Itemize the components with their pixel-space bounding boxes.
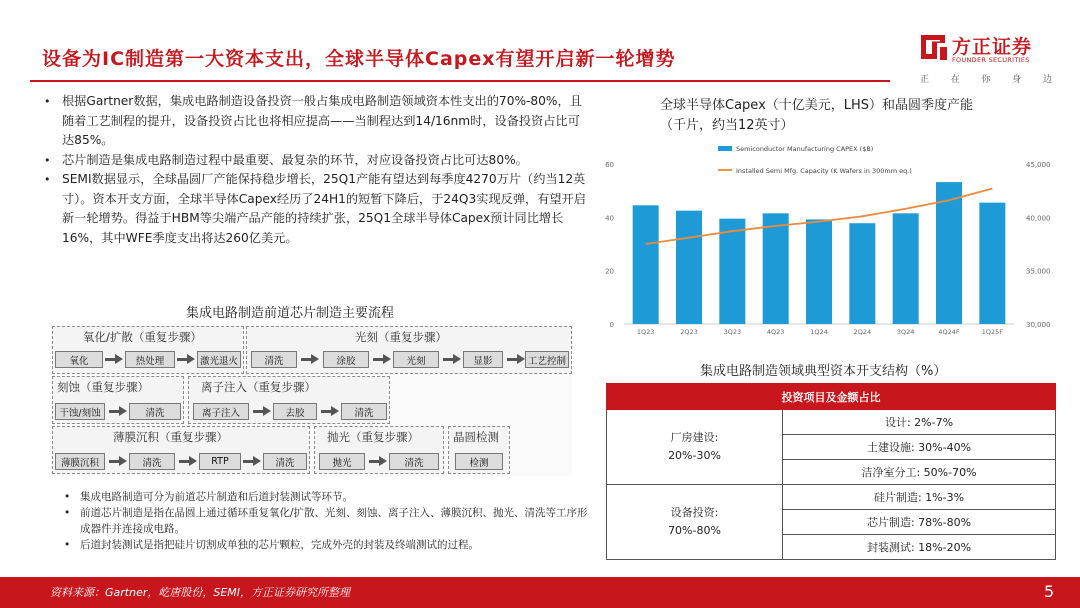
x-axis-tick: 3Q23 (723, 328, 742, 336)
group-label: 薄膜沉积（重复步骤） (113, 430, 228, 444)
step-deposition: 薄膜沉积 (55, 453, 105, 470)
step-clean: 清洗 (341, 403, 387, 420)
group-name: 设备投资: (670, 506, 719, 519)
process-diagram-title: 集成电路制造前道芯片制造主要流程 (186, 306, 395, 321)
table-cell: 洁净室分工: 50%-70% (783, 460, 1056, 485)
process-note: • 前道芯片制造是指在晶圆上通过循环重复氧化/扩散、光刻、刻蚀、离子注入、薄膜沉积、抛光、清洗等工序形成器件并连接成电路。 (80, 505, 590, 537)
capex-bar (676, 211, 702, 324)
flow-arrow-icon (301, 351, 319, 368)
logo-tagline-char: 边 (1042, 75, 1052, 85)
flow-arrow-icon (109, 403, 127, 420)
founder-logo-icon (918, 32, 948, 62)
flow-arrow-icon (443, 351, 461, 368)
x-axis-tick: 2Q24 (853, 328, 872, 336)
table-row (607, 485, 1056, 510)
step-clean: 清洗 (129, 453, 175, 470)
step-coat: 涂胶 (323, 351, 369, 368)
capex-bar (763, 213, 789, 324)
logo-tagline-char: 身 (1012, 75, 1022, 85)
logo-tagline-char: 正 (920, 75, 930, 85)
summary-bullet: • SEMI数据显示，全球晶圆厂产能保持稳步增长，25Q1产能有望达到每季度4270万片（约当12英寸）。资本开支方面，全球半导体Capex经历了24H1的短暂下降后，于24Q3实现反弹，有望开启新一轮增势。得益于HBM等尖端产品产能的持续扩张，25Q1全球半导体Capex预计同比增长16%，其中WFE季度支出将达260亿美元。 (62, 170, 588, 248)
logo-tagline-char: 你 (981, 75, 991, 85)
group-range: 70%-80% (668, 524, 721, 537)
x-axis-tick: 4Q23 (766, 328, 785, 336)
step-clean: 清洗 (129, 403, 181, 420)
group-oxidation-diffusion (52, 326, 244, 374)
process-notes (80, 489, 590, 553)
x-axis-tick: 1Q23 (636, 328, 655, 336)
group-ion-implant (188, 376, 390, 424)
group-wafer-inspection (448, 426, 510, 474)
group-label: 光刻（重复步骤） (355, 330, 447, 344)
step-clean: 清洗 (251, 351, 297, 368)
step-dry-etch: 干蚀/刻蚀 (55, 403, 105, 420)
logo-tagline (920, 72, 1052, 85)
table-cell: 硅片制造: 1%-3% (783, 485, 1056, 510)
right-axis-tick: 35,000 (1026, 267, 1051, 276)
group-name: 厂房建设: (670, 431, 719, 444)
group-label: 晶圆检测 (453, 430, 499, 444)
flow-arrow-icon (109, 453, 127, 470)
right-axis-tick: 45,000 (1026, 161, 1051, 169)
logo-name-cn: 方正证券 (952, 36, 1033, 58)
group-label: 刻蚀（重复步骤） (57, 380, 149, 394)
step-clean: 清洗 (263, 453, 307, 470)
left-axis-tick: 20 (605, 267, 614, 276)
left-axis-tick: 60 (605, 161, 614, 169)
capex-table-title: 集成电路制造领域典型资本开支结构（%） (700, 364, 947, 379)
table-cell: 设计: 2%-7% (783, 410, 1056, 435)
step-oxidation: 氧化 (55, 351, 103, 368)
flow-arrow-icon (243, 453, 261, 470)
group-cell-equipment (607, 485, 783, 560)
x-axis-tick: 3Q24 (896, 328, 915, 336)
capex-bar (893, 213, 919, 324)
step-ion-implant: 离子注入 (193, 403, 249, 420)
step-strip: 去胶 (273, 403, 317, 420)
legend-label-capacity: Installed Semi Mfg. Capacity (K Wafers in 300mm eq.) (736, 167, 912, 175)
group-polish (314, 426, 444, 474)
x-axis-tick: 1Q25F (981, 328, 1003, 336)
flow-arrow-icon (373, 351, 391, 368)
x-axis-tick: 4Q24F (938, 328, 960, 336)
logo-name-en: FOUNDER SECURITIES (952, 56, 1030, 64)
capex-structure-table (606, 383, 1056, 560)
group-label: 氧化/扩散（重复步骤） (83, 330, 202, 344)
step-inspection: 检测 (455, 453, 503, 470)
step-process-control: 工艺控制 (525, 351, 569, 368)
capex-bar (633, 205, 659, 324)
right-axis-tick: 40,000 (1026, 214, 1051, 223)
footer-source: 资料来源：Gartner，屹唐股份，SEMI，方正证券研究所整理 (50, 586, 351, 599)
group-cell-plant (607, 410, 783, 485)
flow-arrow-icon (507, 351, 525, 368)
step-laser-anneal: 激光退火 (197, 351, 241, 368)
group-range: 20%-30% (668, 449, 721, 462)
summary-bullet: • 根据Gartner数据，集成电路制造设备投资一般占集成电路制造领域资本性支出的70%-80%，且随着工艺制程的提升，设备投资占比也将相应提高——当制程达到14/16nm时，设备投资占比可达85%。 (62, 92, 588, 151)
capex-bar (936, 182, 962, 324)
left-axis-tick: 40 (605, 214, 614, 223)
flow-arrow-icon (177, 351, 195, 368)
step-develop: 显影 (463, 351, 503, 368)
x-axis-tick: 2Q23 (680, 328, 698, 336)
table-header-row (607, 384, 1056, 410)
logo-tagline-char: 在 (950, 75, 960, 85)
table-cell: 封装测试: 18%-20% (783, 535, 1056, 560)
step-heat-treatment: 热处理 (125, 351, 175, 368)
summary-bullets (62, 92, 588, 248)
flow-arrow-icon (179, 453, 197, 470)
table-cell: 芯片制造: 78%-80% (783, 510, 1056, 535)
capex-bar (719, 219, 745, 324)
x-axis-tick: 1Q24 (810, 328, 828, 336)
legend-label-capex: Semiconductor Manufacturing CAPEX ($B) (736, 145, 874, 153)
flow-arrow-icon (369, 453, 387, 470)
group-label: 抛光（重复步骤） (327, 430, 419, 444)
step-rtp: RTP (199, 453, 241, 470)
step-lithography: 光刻 (393, 351, 439, 368)
left-axis-tick: 0 (609, 321, 614, 329)
capex-capacity-chart (596, 140, 1056, 340)
table-row (607, 410, 1056, 435)
flow-arrow-icon (321, 403, 339, 420)
flow-arrow-icon (253, 403, 271, 420)
capex-bar (806, 219, 832, 324)
process-note: • 后道封装测试是指把硅片切割成单独的芯片颗粒，完成外壳的封装及终端测试的过程。 (80, 537, 590, 553)
table-cell: 土建设施: 30%-40% (783, 435, 1056, 460)
chart-title: 全球半导体Capex（十亿美元，LHS）和晶圆季度产能（千片，约当12英寸） (660, 98, 974, 133)
flow-arrow-icon (105, 351, 123, 368)
group-lithography (246, 326, 572, 374)
step-polish: 抛光 (319, 453, 365, 470)
table-header: 投资项目及金额占比 (607, 384, 1056, 410)
right-axis-tick: 30,000 (1026, 321, 1051, 329)
page-number: 5 (1044, 582, 1055, 601)
group-label: 离子注入（重复步骤） (201, 380, 316, 394)
capex-bar (979, 203, 1005, 324)
founder-securities-logo (918, 30, 1058, 86)
step-clean: 清洗 (389, 453, 439, 470)
process-note: • 集成电路制造可分为前道芯片制造和后道封装测试等环节。 (80, 489, 590, 505)
legend-swatch-capex (718, 146, 732, 151)
summary-bullet: • 芯片制造是集成电路制造过程中最重要、最复杂的环节，对应设备投资占比可达80%。 (62, 151, 588, 171)
group-etch (52, 376, 184, 424)
process-flow-diagram (52, 326, 572, 476)
capex-bar (849, 223, 875, 324)
page-title: 设备为IC制造第一大资本支出，全球半导体Capex有望开启新一轮增势 (42, 48, 676, 70)
title-underline (30, 80, 890, 82)
group-thin-film (52, 426, 310, 474)
